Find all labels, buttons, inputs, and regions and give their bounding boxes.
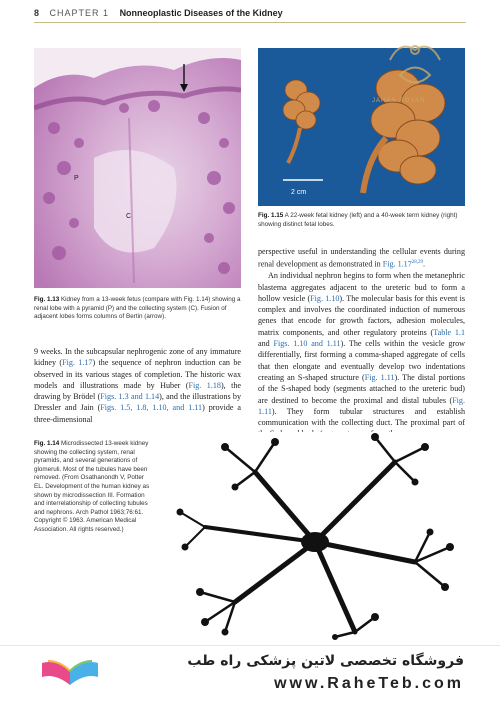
figure-1-13-histology-image: [34, 48, 241, 288]
footer-persian-title: فروشگاه تخصصی لاتین پزشکی راه طب: [187, 653, 464, 669]
figure-1-13-caption-text: Kidney from a 13-week fetus (compare with Fig. 1.14) showing a renal lobe with a pyramid (P) and the collecting system (C). Fusion of adjacent lobes forms columns of Bertin (arrow).: [34, 296, 241, 321]
running-header: [34, 8, 283, 18]
figure-1-13-label-c: C: [126, 213, 132, 220]
figure-1-14-microdissection-image: [165, 432, 465, 640]
open-book-logo-icon: [40, 655, 100, 690]
fig-1-17-link[interactable]: Fig. 1.17: [382, 259, 412, 269]
watermark-brand: JAHAN ROYAN: [372, 98, 426, 104]
figure-1-15-caption-label: Fig. 1.15: [258, 212, 284, 219]
figure-1-13-caption: [34, 296, 241, 322]
right-column-text: [258, 246, 465, 440]
fig-1-11-link[interactable]: Fig. 1.11: [364, 372, 395, 382]
figure-1-15-caption-text: A 22-week fetal kidney (left) and a 40-week term kidney (right) showing distinct fetal lobes.: [258, 212, 458, 228]
figs-1-10-1-11-link[interactable]: Figs. 1.10 and 1.11: [273, 339, 341, 349]
figs-1-5-1-8-1-10-1-11-link[interactable]: Figs. 1.5, 1.8, 1.10, and 1.11: [100, 403, 203, 413]
fig-1-11-link-2[interactable]: Fig. 1.11: [258, 395, 465, 416]
fig-1-18-link[interactable]: Fig. 1.18: [188, 380, 221, 390]
figure-1-13-label-p: P: [74, 175, 79, 182]
header-rule: [34, 22, 466, 23]
footer-url[interactable]: www.RaheTeb.com: [274, 675, 464, 692]
scale-bar-label: 2 cm: [291, 189, 307, 196]
table-1-1-link[interactable]: Table 1.1: [433, 327, 465, 337]
figure-1-14-caption-text: Microdissected 13-week kidney showing the collecting system, renal pyramids, and several generations of glomeruli. Most of the tubules have been removed. (From Osathanondh V, Potter EL. Development of the human kidney as shown by microdissection III. Formation and interrelationship of collecting tubules and nephrons. Arch Pathol 1963;76:61. Copyright © 1963. American Medical Association. All rights reserved.): [34, 440, 150, 533]
right-paragraph-2: An individual nephron begins to form when the metanephric blastema aggregates adjacent to the ureteric bud to form a hollow vesicle (Fig. 1.10). The molecular basis for this event is complex and involves the coordinated induction of numerous genes that encode for growth factors, adhesion molecules, matrix components, and other regulatory proteins (Table 1.1 and Figs. 1.10 and 1.11). The cells within the vesicle grow differentially, first forming a comma-shaped aggregate of cells that then elongate and eventually develop two indentations creating an S-shaped structure (Fig. 1.11). The distal portions of the S-shaped body (segments attached to the ureteric bud) are destined to become the proximal and distal tubules (Fig. 1.11). They form tubular structures and establish communication with the collecting duct. The proximal part of: [258, 271, 465, 428]
citation-28-29[interactable]: 28,29: [411, 260, 424, 266]
left-column-text: [34, 346, 241, 425]
section-title: Nonneoplastic Diseases of the Kidney: [119, 8, 283, 18]
jahan-royan-watermark-logo: [360, 30, 470, 120]
fig-1-17-link-left[interactable]: Fig. 1.17: [62, 358, 93, 368]
figs-1-3-1-14-link[interactable]: Figs. 1.3 and 1.14: [100, 392, 160, 402]
left-paragraph-1: 9 weeks. In the subcapsular nephrogenic zone of any immature kidney (Fig. 1.17) the sequence of nephron induction can be observed in its various stages of completion. The historic wax models and illustrations made by Huber (Fig. 1.18), the drawing by Brödel (Figs. 1.3 and 1.14), and the illustrations by Dressler and Jain (Figs. 1.5, 1.8, 1.10, and 1.11) provide a three-dimensional: [34, 347, 242, 424]
figure-1-14-caption-label: Fig. 1.14: [34, 440, 60, 447]
figure-1-14-caption: [34, 440, 154, 535]
page-number: 8: [34, 8, 40, 18]
figure-1-15-caption: [258, 212, 465, 229]
fig-1-10-link[interactable]: Fig. 1.10: [310, 293, 340, 303]
chapter-label: CHAPTER 1: [49, 8, 110, 18]
figure-1-13-caption-label: Fig. 1.13: [34, 296, 60, 303]
right-paragraph-1: perspective useful in understanding the cellular events during renal development as demonstrated in Fig. 1.17$^{28,29}$.: [258, 247, 465, 269]
